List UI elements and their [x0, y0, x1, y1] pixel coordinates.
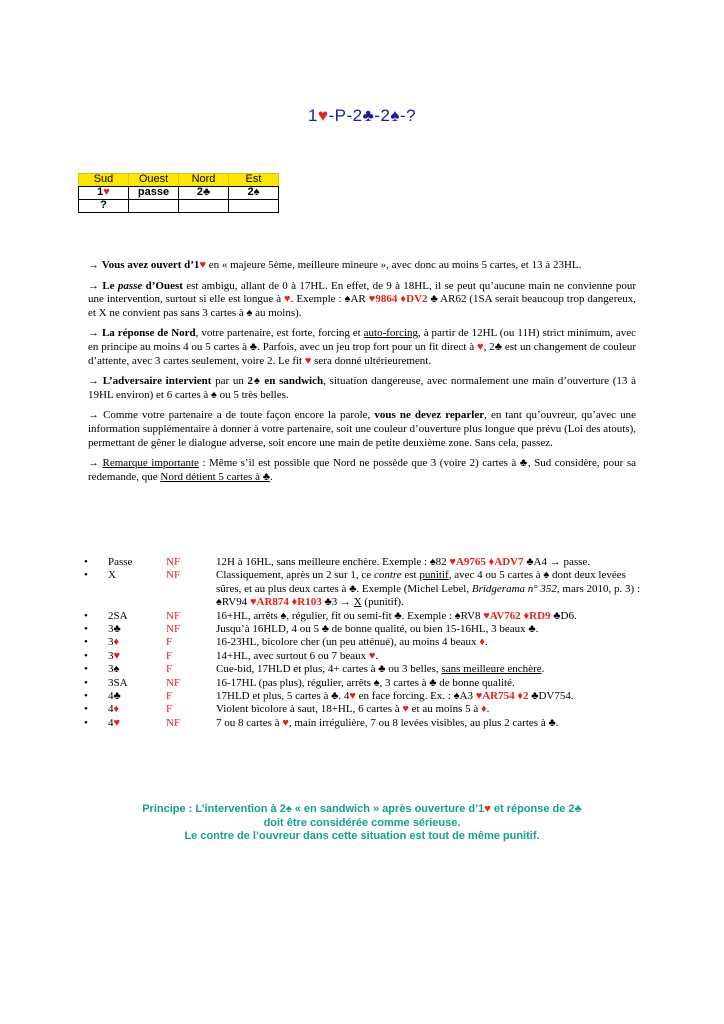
forcing-tag: NF	[166, 609, 181, 622]
rebid-description: 16+HL, arrêts ♠, régulier, fit ou semi-fit ♣. Exemple : ♠RV8 ♥AV762 ♦RD9 ♣D6.	[216, 609, 577, 622]
forcing-tag: F	[166, 690, 173, 703]
rebid-description: 17HLD et plus, 5 cartes à ♣. 4♥ en face forcing. Ex. : ♠A3 ♥AR754 ♦2 ♣DV754.	[216, 690, 574, 703]
rebid-description: 7 ou 8 cartes à ♥, main irrégulière, 7 ou 8 levées visibles, au plus 2 cartes à ♣.	[216, 716, 559, 729]
rebid-bid: 4♥	[108, 716, 121, 729]
rebid-description: 12H à 16HL, sans meilleure enchère. Exemple : ♠82 ♥A9765 ♦ADV7 ♣A4 → passe.	[216, 556, 591, 568]
list-item: • 2SA NF 16+HL, arrêts ♠, régulier, fit ou semi-fit ♣. Exemple : ♠RV8 ♥AV762 ♦RD9 ♣D6.	[84, 610, 644, 623]
bid-empty	[229, 200, 279, 213]
paragraph-intervention: → L’adversaire intervient par un 2♠ en sandwich, situation dangereuse, avec normalement une main d’ouverture (13 à 19HL environ) et 6 cartes à ♠ ou 5 très belles.	[88, 375, 636, 401]
bidding-row	[79, 187, 279, 200]
list-item: • 3♦ F 16-23HL, bicolore cher (un peu atténué), au moins 4 beaux ♦.	[84, 636, 644, 649]
explanation-paragraphs	[88, 259, 636, 491]
forcing-tag: F	[166, 649, 173, 662]
header-nord: Nord	[179, 174, 229, 187]
rebid-bid: 3♥	[108, 649, 121, 662]
forcing-tag: F	[166, 663, 173, 676]
page-title: 1♥-P-2♣-2♠-?	[307, 106, 417, 125]
paragraph-advice: → Comme votre partenaire a de toute façon encore la parole, vous ne devez reparler, en tant qu’ouvreur, qu’avec une information supplémentaire à donner à votre partenaire, soit une couleur d’ouverture plus longue que prévu (Loi des atouts), permettant de gêner le dialogue adverse, soit encore une main de petite deuxième zone. Sans cela, passez.	[88, 409, 636, 449]
rebid-bid: 4♦	[108, 703, 120, 716]
forcing-tag: NF	[166, 623, 181, 636]
list-item: • 3♣ NF Jusqu’à 16HLD, 4 ou 5 ♣ de bonne qualité, ou bien 15-16HL, 3 beaux ♣.	[84, 623, 644, 636]
principle-line: Principe : L’intervention à 2♠ « en sandwich » après ouverture d’1♥ et réponse de 2♣	[142, 803, 582, 815]
list-item: • 3♥ F 14+HL, avec surtout 6 ou 7 beaux ♥.	[84, 650, 644, 663]
forcing-tag: F	[166, 636, 173, 649]
bid-ouest: passe	[129, 187, 179, 200]
forcing-tag: NF	[166, 676, 181, 689]
bidding-table	[78, 173, 279, 213]
bid-empty	[129, 200, 179, 213]
bid-sud: 1♥	[79, 187, 129, 200]
rebid-bid: 3♣	[108, 623, 121, 636]
list-item: • 3SA NF 16-17HL (pas plus), régulier, arrêts ♠, 3 cartes à ♣ de bonne qualité.	[84, 677, 644, 690]
paragraph-west-pass: → Le passe d’Ouest est ambigu, allant de 0 à 17HL. En effet, de 9 à 18HL, il se peut qu’aucune main ne convienne pour une intervention, surtout si elle est longue à ♥. Exemple : ♠AR ♥9864 ♦DV2 ♣ AR62 (1SA serait beaucoup trop dangereux, et X ne convient pas sans 3 cartes à ♠ au moins).	[88, 279, 637, 319]
bid-nord: 2♣	[179, 187, 229, 200]
header-est: Est	[229, 174, 279, 187]
bid-empty	[179, 200, 229, 213]
rebid-bid: Passe	[108, 556, 133, 568]
forcing-tag: NF	[166, 569, 181, 582]
list-item: • 4♦ F Violent bicolore à saut, 18+HL, 6 cartes à ♥ et au moins 5 à ♦.	[84, 703, 644, 716]
list-item: • 3♠ F Cue-bid, 17HLD et plus, 4+ cartes à ♣ ou 3 belles, sans meilleure enchère.	[84, 663, 644, 676]
paragraph-opening: → Vous avez ouvert d’1♥ en « majeure 5ème, meilleure mineure », avec donc au moins 5 cartes, et 13 à 23HL.	[88, 259, 582, 271]
forcing-tag: NF	[166, 716, 181, 729]
principle-line: Le contre de l’ouvreur dans cette situation est tout de même punitif.	[184, 830, 540, 842]
header-ouest: Ouest	[129, 174, 179, 187]
paragraph-north-response: → La réponse de Nord, votre partenaire, est forte, forcing et auto-forcing, à partir de 12HL (ou 11H) strict minimum, avec en principe au moins 4 ou 5 cartes à ♣. Parfois, avec un jeu trop fort pour un fit direct à ♥, 2♣ est un changement de couleur d’attente, avec 3 cartes seulement, voire 2. Le fit ♥ sera donné ultérieurement.	[88, 327, 637, 367]
rebid-bid: 2SA	[108, 609, 128, 622]
list-item: • 4♥ NF 7 ou 8 cartes à ♥, main irrégulière, 7 ou 8 levées visibles, au plus 2 cartes à ♣.	[84, 717, 644, 730]
header-sud: Sud	[79, 174, 129, 187]
rebid-description: Cue-bid, 17HLD et plus, 4+ cartes à ♣ ou 3 belles, sans meilleure enchère.	[216, 663, 545, 676]
rebid-description: 14+HL, avec surtout 6 ou 7 beaux ♥.	[216, 649, 379, 662]
bid-sud-question: ?	[79, 200, 129, 213]
forcing-tag: NF	[166, 556, 181, 568]
bidding-row	[79, 200, 279, 213]
list-item: • 4♣ F 17HLD et plus, 5 cartes à ♣. 4♥ en face forcing. Ex. : ♠A3 ♥AR754 ♦2 ♣DV754.	[84, 690, 644, 703]
rebid-description: Violent bicolore à saut, 18+HL, 6 cartes à ♥ et au moins 5 à ♦.	[216, 703, 490, 716]
rebid-description: 16-23HL, bicolore cher (un peu atténué), au moins 4 beaux ♦.	[216, 636, 488, 649]
bidding-header-row	[79, 174, 279, 187]
paragraph-remark: → Remarque importante : Même s’il est possible que Nord ne possède que 3 (voire 2) cartes à ♣, Sud considère, pour sa redemande, que Nord détient 5 cartes à ♣.	[88, 457, 637, 483]
rebid-bid: 3♦	[108, 636, 120, 649]
principle-line: doit être considérée comme sérieuse.	[263, 816, 461, 829]
list-item: • X NF Classiquement, après un 2 sur 1, ce contre est punitif, avec 4 ou 5 cartes à ♠ dont deux levées sûres, et au plus deux cartes à ♣. Exemple (Michel Lebel, Bridgerama n° 352, mars 2010, p. 3) : ♠RV94 ♥AR874 ♦R103 ♣3 → X (punitif).	[84, 569, 644, 609]
rebid-description: Classiquement, après un 2 sur 1, ce contre est punitif, avec 4 ou 5 cartes à ♠ dont deux levées sûres, et au plus deux cartes à ♣. Exemple (Michel Lebel, Bridgerama n° 352, mars 2010, p. 3) : ♠RV94 ♥AR874 ♦R103 ♣3 → X (punitif).	[216, 569, 641, 609]
rebid-bid: X	[108, 569, 116, 582]
rebid-bid: 3SA	[108, 676, 128, 689]
rebid-description: Jusqu’à 16HLD, 4 ou 5 ♣ de bonne qualité, ou bien 15-16HL, 3 beaux ♣.	[216, 623, 539, 636]
rebid-description: 16-17HL (pas plus), régulier, arrêts ♠, 3 cartes à ♣ de bonne qualité.	[216, 676, 515, 689]
rebid-list	[84, 556, 644, 730]
bid-est: 2♠	[229, 187, 279, 200]
list-item: • Passe NF 12H à 16HL, sans meilleure enchère. Exemple : ♠82 ♥A9765 ♦ADV7 ♣A4 → passe.	[84, 556, 644, 569]
rebid-bid: 3♠	[108, 663, 120, 676]
forcing-tag: F	[166, 703, 173, 716]
principle-box	[0, 803, 724, 844]
rebid-bid: 4♣	[108, 690, 121, 703]
